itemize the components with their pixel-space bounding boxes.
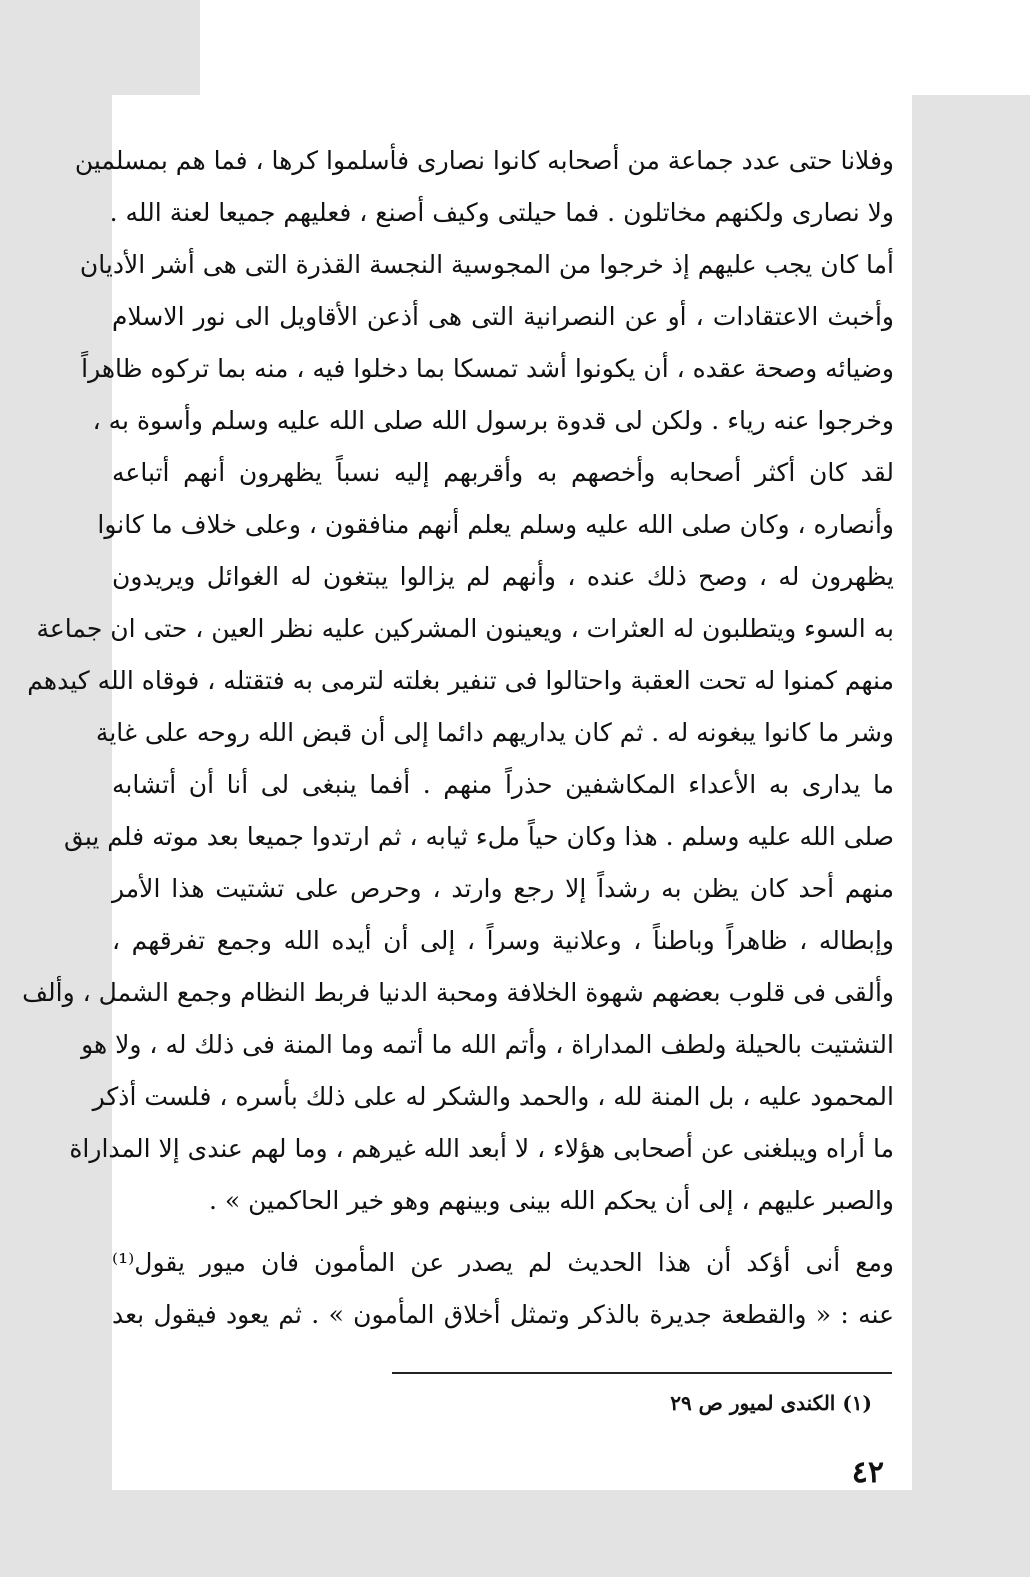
paragraph-1 [22,135,894,1227]
paragraph-2 [112,1237,894,1341]
text-line: عنه : « والقطعة جديرة بالذكر وتمثل أخلاق المأمون » . ثم يعود فيقول بعد [112,1300,894,1329]
footnote: (١) الكندى لميور ص ٢٩ [670,1391,872,1415]
text-line: والصبر عليهم ، إلى أن يحكم الله بينى وبينهم وهو خير الحاكمين » . [208,1186,894,1215]
text-line: التشتيت بالحيلة ولطف المداراة ، وأتم الله ما أتمه وما المنة فى ذلك له ، ولا هو [81,1030,894,1059]
text-line: وفلانا حتى عدد جماعة من أصحابه كانوا نصارى فأسلموا كرها ، فما هم بمسلمين [74,146,894,175]
text-line: ما يدارى به الأعداء المكاشفين حذراً منهم . أفما ينبغى لى أنا أن أتشابه [112,770,894,799]
text-line: به السوء ويتطلبون له العثرات ، ويعينون المشركين عليه نظر العين ، حتى ان جماعة [36,614,894,643]
text-line: لقد كان أكثر أصحابه وأخصهم به وأقربهم إليه نسباً يظهرون أنهم أتباعه [112,458,894,487]
text-line: أما كان يجب عليهم إذ خرجوا من المجوسية النجسة القذرة التى هى أشر الأديان [79,250,894,279]
text-line: ما أراه ويبلغنى عن أصحابى هؤلاء ، لا أبعد الله غيرهم ، وما لهم عندى إلا المداراة [69,1134,894,1163]
text-line: صلى الله عليه وسلم . هذا وكان حياً ملء ثيابه ، ثم ارتدوا جميعا بعد موته فلم يبق [63,822,894,851]
page-number: ٤٢ [851,1455,884,1490]
body-text [22,135,894,1341]
text-line: وخرجوا عنه رياء . ولكن لى قدوة برسول الله صلى الله عليه وسلم وأسوة به ، [92,406,894,435]
footnote-divider [392,1372,892,1374]
document-page [22,95,912,1490]
text-line: ومع أنى أؤكد أن هذا الحديث لم يصدر عن المأمون فان ميور يقول⁽¹⁾ [112,1248,894,1277]
text-line: منهم أحد كان يظن به رشداً إلا رجع وارتد ، وحرص على تشتيت هذا الأمر [112,874,894,903]
text-line: المحمود عليه ، بل المنة لله ، والحمد والشكر له على ذلك بأسره ، فلست أذكر [92,1082,894,1111]
text-line: وأخبث الاعتقادات ، أو عن النصرانية التى هى أذعن الأقاويل الى نور الاسلام [112,302,894,331]
text-line: وأنصاره ، وكان صلى الله عليه وسلم يعلم أنهم منافقون ، وعلى خلاف ما كانوا [97,510,894,539]
text-line: يظهرون له ، وصح ذلك عنده ، وأنهم لم يزالوا يبتغون له الغوائل ويريدون [112,562,894,591]
text-line: وألقى فى قلوب بعضهم شهوة الخلافة ومحبة الدنيا فربط النظام وجمع الشمل ، وألف [22,978,894,1007]
text-line: وإبطاله ، ظاهراً وباطناً ، وعلانية وسراً ، إلى أن أيده الله وجمع تفرقهم ، [112,926,894,955]
text-line: منهم كمنوا له تحت العقبة واحتالوا فى تنفير بغلته لترمى به فتقتله ، فوقاه الله كيدهم [27,666,894,695]
text-line: ولا نصارى ولكنهم مخاتلون . فما حيلتى وكيف أصنع ، فعليهم جميعا لعنة الله . [109,198,894,227]
text-line: وضيائه وصحة عقده ، أن يكونوا أشد تمسكا بما دخلوا فيه ، منه بما تركوه ظاهراً [81,354,894,383]
text-line: وشر ما كانوا يبغونه له . ثم كان يداريهم دائما إلى أن قبض الله روحه على غاية [95,718,894,747]
